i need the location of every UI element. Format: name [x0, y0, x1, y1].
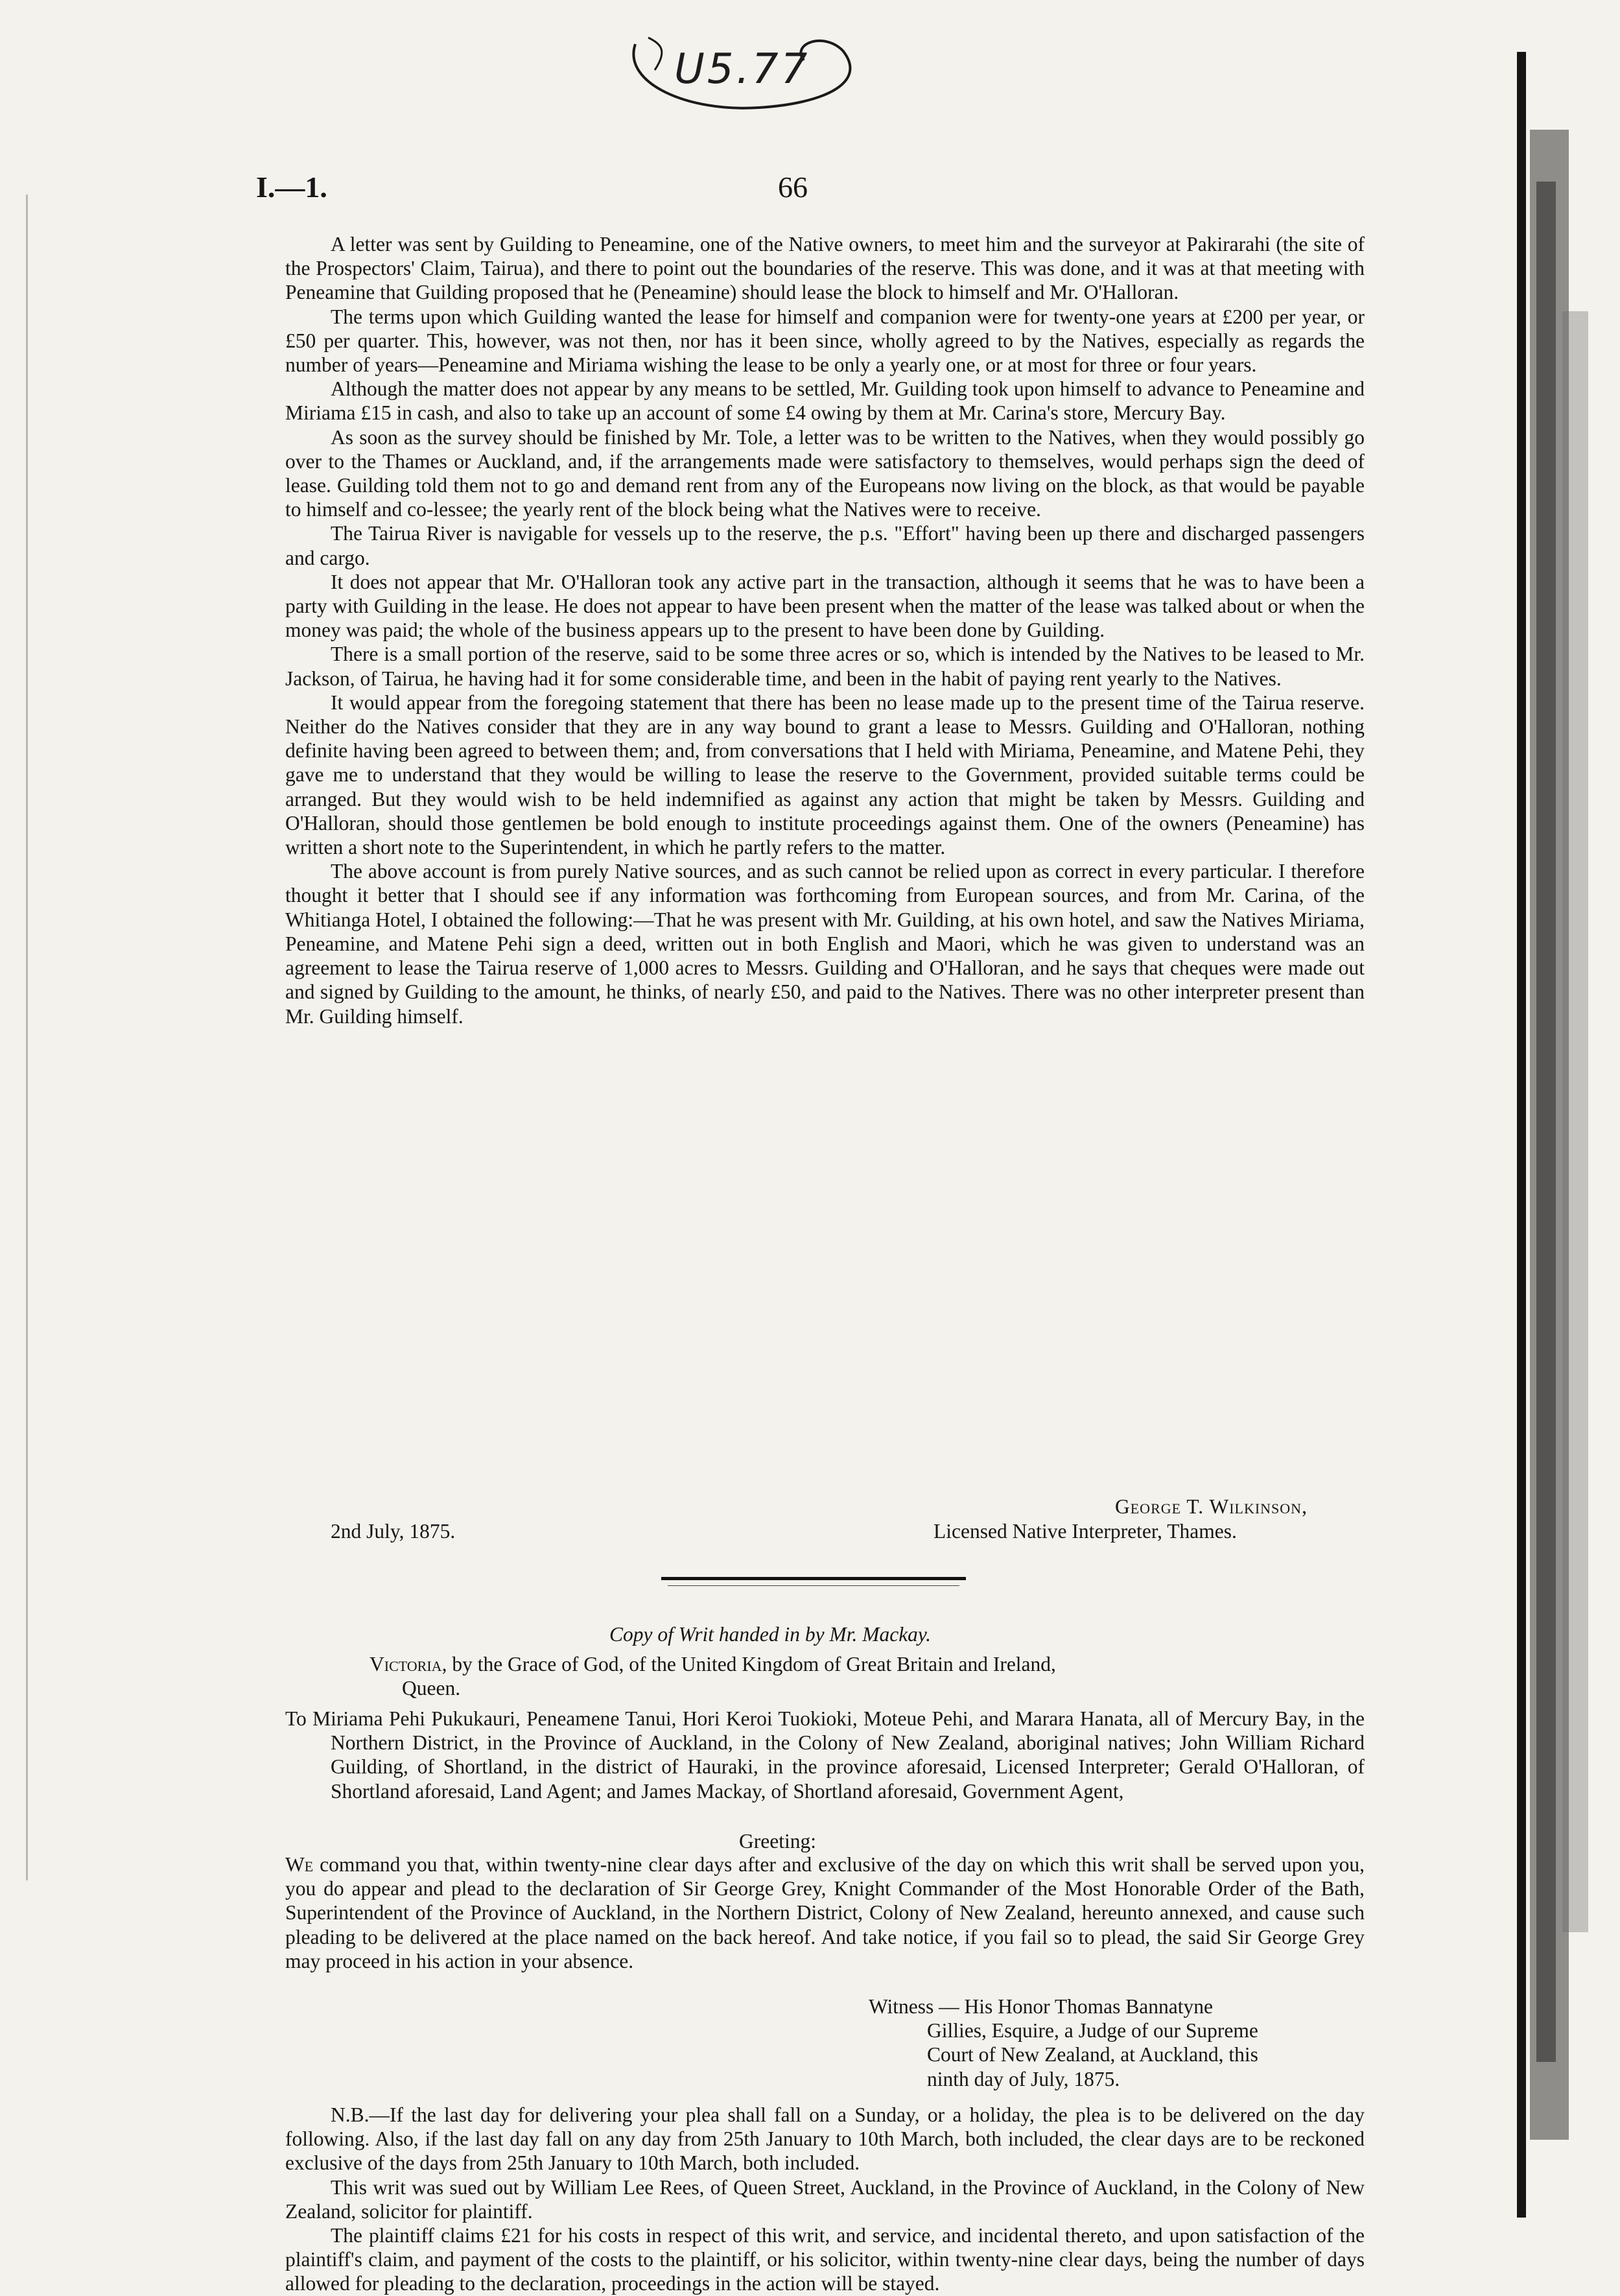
- writ-addressees: [285, 1707, 1365, 1803]
- witness-line: Gillies, Esquire, a Judge of our Supreme: [927, 2019, 1258, 2042]
- witness-line: Witness — His Honor Thomas Bannatyne: [869, 1995, 1213, 2018]
- section-divider-thin: [668, 1585, 959, 1586]
- witness-line: Court of New Zealand, at Auckland, this: [927, 2043, 1258, 2066]
- scan-edge-line: [26, 195, 28, 1880]
- writ-command: [285, 1852, 1365, 1973]
- writ-witness: [869, 1994, 1368, 2091]
- body-paragraph: It would appear from the foregoing statement that there has been no lease made up to the present time of the Tairua reserve. Neither do the Natives consider that they are in any way bound to grant a lease to Messrs. Guilding and O'Halloran, nothing definite having been agreed to between them; and, from conversations that I held with Miriama, Peneamine, and Matene Pehi, they gave me to understand that they would be willing to lease the reserve to the Government, provided suitable terms could be arranged. But they would wish to be held indemnified as against any action that might be taken by Messrs. Guilding and O'Halloran, should those gentlemen be bold enough to institute proceedings against them. One of the owners (Peneamine) has written a short note to the Superintendent, in which he partly refers to the matter.: [285, 691, 1365, 859]
- witness-line: ninth day of July, 1875.: [927, 2067, 1120, 2090]
- writ-notes: [285, 2103, 1365, 2296]
- body-paragraph: The terms upon which Guilding wanted the lease for himself and companion were for twenty-one years at £200 per year, or £50 per quarter. This, however, was not then, nor has it been since, wholly agreed to by the Natives, especially as regards the number of years—Peneamine and Miriama wishing the lease to be only a yearly one, or at most for three or four years.: [285, 305, 1365, 377]
- writ-victoria-line: [370, 1652, 1439, 1700]
- report-body: [285, 232, 1365, 1028]
- signatory-title: Licensed Native Interpreter, Thames.: [933, 1520, 1237, 1543]
- body-paragraph: Although the matter does not appear by any means to be settled, Mr. Guilding took upon himself to advance to Peneamine and Miriama £15 in cash, and also to take up an account of some £4 owing by them at Mr. Carina's store, Mercury Bay.: [285, 377, 1365, 425]
- addressees-text: To Miriama Pehi Pukukauri, Peneamene Tanui, Hori Keroi Tuokioki, Moteue Pehi, and Marara Hanata, all of Mercury Bay, in the Northern District, in the Province of Auckland, in the Colony of New Zealand, aboriginal natives; John William Richard Guilding, of Shortland, in the district of Hauraki, in the province aforesaid, Licensed Interpreter; Gerald O'Halloran, of Shortland aforesaid, Land Agent; and James Mackay, of Shortland aforesaid, Government Agent,: [285, 1707, 1365, 1803]
- body-paragraph: It does not appear that Mr. O'Halloran took any active part in the transaction, although it seems that he was to have been a party with Guilding in the lease. He does not appear to have been present when the matter of the lease was talked about or when the money was paid; the whole of the business appears up to the present to have been done by Guilding.: [285, 570, 1365, 642]
- victoria-lead: Victoria,: [370, 1653, 447, 1675]
- writ-title: Copy of Writ handed in by Mr. Mackay.: [609, 1623, 932, 1646]
- page-number: 66: [778, 171, 808, 204]
- handwritten-reference: U5.77: [674, 45, 810, 93]
- victoria-queen: Queen.: [402, 1677, 461, 1700]
- series-id: I.—1.: [256, 171, 327, 204]
- signatory-name: George T. Wilkinson,: [1115, 1495, 1308, 1518]
- body-paragraph: The Tairua River is navigable for vessels up to the reserve, the p.s. "Effort" having been up there and discharged passengers and cargo.: [285, 522, 1365, 569]
- body-paragraph: A letter was sent by Guilding to Peneamine, one of the Native owners, to meet him and the surveyor at Pakirarahi (the site of the Prospectors' Claim, Tairua), and there to point out the boundaries of the reserve. This was done, and it was at that meeting with Peneamine that Guilding proposed that he (Peneamine) should lease the block to himself and Mr. O'Halloran.: [285, 233, 1365, 304]
- note-paragraph: The plaintiff claims £21 for his costs in respect of this writ, and service, and incidental thereto, and upon satisfaction of the plaintiff's claim, and payment of the costs to the plaintiff, or his solicitor, within twenty-nine clear days, being the number of days allowed for pleading to the declaration, proceedings in the action will be stayed.: [285, 2224, 1365, 2295]
- body-paragraph: As soon as the survey should be finished by Mr. Tole, a letter was to be written to the Natives, when they would possibly go over to the Thames or Auckland, and, if the arrangements made were satisfactory to themselves, would perhaps sign the deed of lease. Guilding told them not to go and demand rent from any of the Europeans now living on the block, as that would be payable to himself and co-lessee; the yearly rent of the block being what the Natives were to receive.: [285, 425, 1365, 521]
- victoria-text: by the Grace of God, of the United Kingdom of Great Britain and Ireland,: [447, 1653, 1056, 1675]
- command-lead: We: [285, 1853, 314, 1876]
- command-text: command you that, within twenty-nine clear days after and exclusive of the day on which this writ shall be served upon you, you do appear and plead to the declaration of Sir George Grey, Knight Commander of the Most Honorable Order of the Bath, Superintendent of the Province of Auckland, in the Northern District, Colony of New Zealand, hereunto annexed, and cause such pleading to be delivered at the place named on the back hereof. And take notice, if you fail so to plead, the said Sir George Grey may proceed in his action in your absence.: [285, 1853, 1365, 1972]
- note-paragraph: N.B.—If the last day for delivering your plea shall fall on a Sunday, or a holiday, the plea is to be delivered on the day following. Also, if the last day fall on any day from 25th January to 10th March, both included, the clear days are to be reckoned exclusive of the days from 25th January to 10th March, both included.: [285, 2103, 1365, 2175]
- writ-greeting: Greeting:: [739, 1830, 816, 1852]
- signature-date: 2nd July, 1875.: [331, 1520, 456, 1543]
- body-paragraph: There is a small portion of the reserve, said to be some three acres or so, which is intended by the Natives to be leased to Mr. Jackson, of Tairua, he having had it for some considerable time, and been in the habit of paying rent yearly to the Natives.: [285, 643, 1365, 690]
- note-paragraph: This writ was sued out by William Lee Rees, of Queen Street, Auckland, in the Province of Auckland, in the Colony of New Zealand, solicitor for plaintiff.: [285, 2175, 1365, 2223]
- body-paragraph: The above account is from purely Native sources, and as such cannot be relied upon as correct in every particular. I therefore thought it better that I should see if any information was forthcoming from European sources, and from Mr. Carina, of the Whitianga Hotel, I obtained the following:—That he was present with Mr. Guilding, at his own hotel, and saw the Natives Miriama, Peneamine, and Matene Pehi sign a deed, written out in both English and Maori, which he was given to understand was an agreement to lease the Tairua reserve of 1,000 acres to Messrs. Guilding and O'Halloran, and he says that cheques were made out and signed by Guilding to the amount, he thinks, of nearly £50, and paid to the Natives. There was no other interpreter present than Mr. Guilding himself.: [285, 860, 1365, 1028]
- scan-edge-strip: [1491, 52, 1601, 2218]
- section-divider: [661, 1577, 966, 1580]
